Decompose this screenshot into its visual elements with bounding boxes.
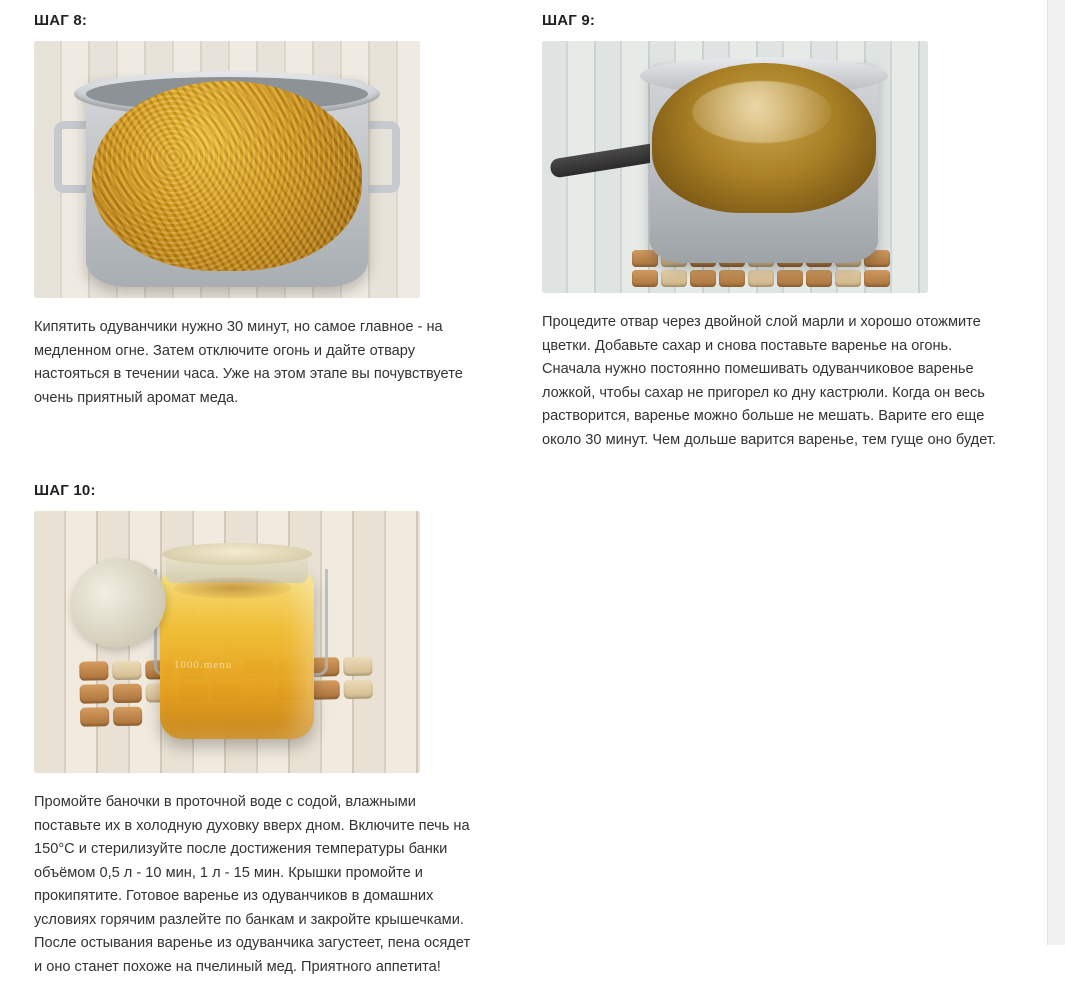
trivet-piece (344, 680, 373, 700)
trivet-piece (80, 684, 109, 704)
foam-on-surface (692, 81, 832, 143)
trivet-piece (864, 270, 890, 287)
step-8-photo[interactable] (34, 41, 420, 298)
jam-surface-sprinkle (174, 577, 292, 599)
trivet-piece (113, 684, 142, 704)
page-scrollbar[interactable] (1047, 0, 1065, 945)
step-9-column (520, 12, 1040, 468)
step-8-title: ШАГ 8: (34, 12, 88, 29)
trivet-piece (311, 680, 340, 700)
trivet-piece (719, 270, 745, 287)
trivet-piece (112, 661, 141, 681)
step-8-column (0, 12, 520, 468)
trivet-piece (777, 270, 803, 287)
step-10-title: ШАГ 10: (34, 482, 96, 499)
boiling-dandelion-brew (92, 81, 362, 271)
trivet-piece (343, 657, 372, 677)
step-9-text: Процедите отвар через двойной слой марли и хорошо отожмите цветки. Добавьте сахар и снова поставьте варенье на огонь. Сначала нужно постоянно помешивать одуванчиковое варенье ложкой, чтобы сахар не пригорел ко дну кастрюли. Когда он весь растворится, варенье можно больше не мешать. Варите его еще около 30 минут. Чем дольше варится варенье, тем гуще оно будет. (542, 314, 996, 448)
step-9-block (542, 12, 1012, 452)
trivet-piece (748, 270, 774, 287)
trivet-piece (632, 270, 658, 287)
step-9-title: ШАГ 9: (542, 12, 596, 29)
trivet-piece (690, 270, 716, 287)
trivet-piece (80, 707, 109, 727)
step-10-column (0, 482, 520, 995)
step-10-block (34, 482, 498, 979)
trivet-piece (806, 270, 832, 287)
image-watermark: 1000.menu (174, 659, 233, 671)
trivet-piece (113, 707, 142, 727)
jar-opening (162, 543, 312, 565)
trivet-piece (835, 270, 861, 287)
trivet-piece (661, 270, 687, 287)
trivet-piece (79, 661, 108, 681)
step-10-photo[interactable] (34, 511, 420, 773)
step-8-block (34, 12, 498, 410)
step-8-text: Кипятить одуванчики нужно 30 минут, но самое главное - на медленном огне. Затем отключите огонь и дайте отвару настояться в течении часа. Уже на этом этапе вы почувствуете очень приятный аромат меда. (34, 319, 463, 406)
step-9-photo[interactable] (542, 41, 928, 293)
step-10-text: Промойте баночки в проточной воде с содой, влажными поставьте их в холодную духовку вверх дном. Включите печь на 150°С и стерилизуйте после достижения температуры банки объёмом 0,5 л - 10 мин, 1 л - 15 мин. Крышки промойте и прокипятите. Готовое варенье из одуванчиков в домашних условиях горячим разлейте по банкам и закройте крышечками. После остывания варенье из одуванчика загустеет, пена осядет и оно станет похоже на пчелиный мед. Приятного аппетита! (34, 794, 471, 975)
